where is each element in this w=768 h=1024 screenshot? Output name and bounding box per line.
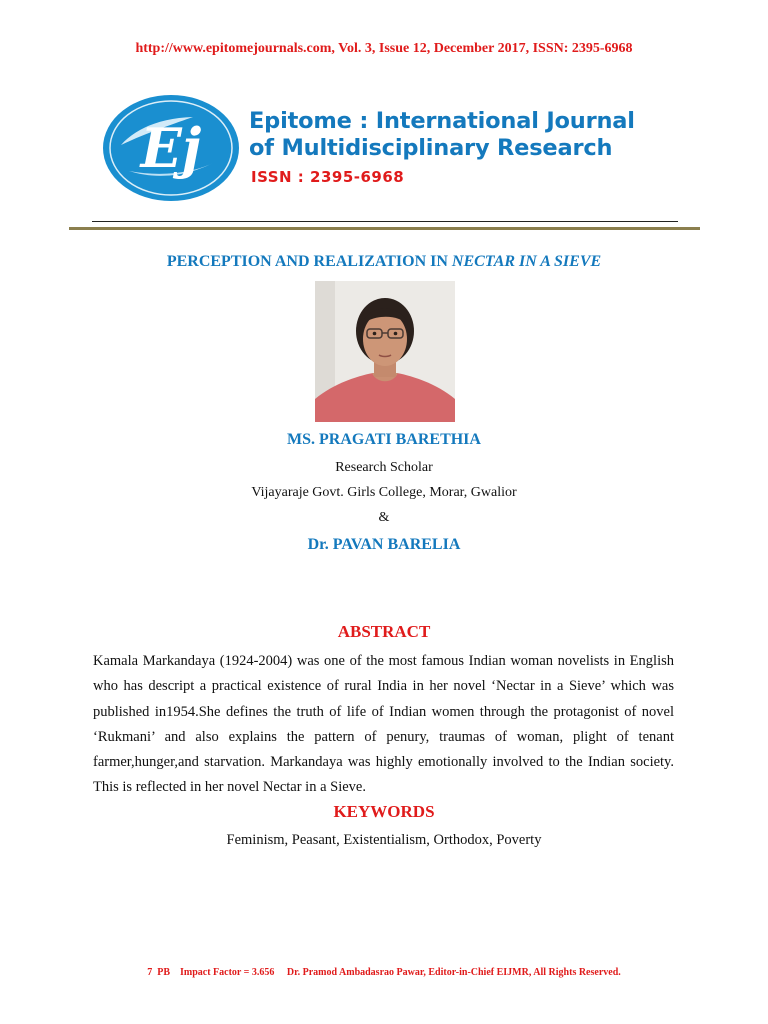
journal-name-line1: Epitome : International Journal bbox=[249, 108, 635, 134]
page-footer: 7 PB Impact Factor = 3.656 Dr. Pramod Ambadasrao Pawar, Editor-in-Chief EIJMR, All Rights Reserved. bbox=[147, 967, 621, 978]
abstract-heading: ABSTRACT bbox=[337, 622, 431, 641]
journal-logo bbox=[101, 93, 241, 203]
abstract-text: Kamala Markandaya (1924-2004) was one of the most famous Indian woman novelists in English who has descript a practical existence of rural India in her novel ‘Nectar in a Sieve’ which was published in1954.She defines the truth of life of Indian women through the protagonist of novel ‘Rukmani’ and also explains the pattern of penury, traumas of woman, plight of tenant farmer,hunger,and starvation. Markandaya was highly emotionally involved to the Indian society. This is reflected in her novel Nectar in a Sieve. bbox=[93, 653, 674, 796]
logo-letters: Ej bbox=[140, 116, 202, 180]
header-divider-thin bbox=[92, 221, 678, 222]
journal-masthead bbox=[101, 93, 701, 203]
keywords-text: Feminism, Peasant, Existentialism, Orthodox, Poverty bbox=[226, 832, 542, 848]
author-separator: & bbox=[378, 510, 390, 525]
journal-issn: ISSN : 2395-6968 bbox=[251, 168, 405, 186]
author1-name: MS. PRAGATI BARETHIA bbox=[287, 431, 481, 448]
paper-title-italic: NECTAR IN A SIEVE bbox=[451, 253, 602, 270]
author1-role: Research Scholar bbox=[335, 460, 433, 475]
author-photo bbox=[315, 281, 455, 422]
journal-name-line2: of Multidisciplinary Research bbox=[249, 135, 613, 161]
keywords-heading: KEYWORDS bbox=[333, 802, 435, 821]
author1-institution: Vijayaraje Govt. Girls College, Morar, Gwalior bbox=[251, 485, 517, 500]
journal-url-line: http://www.epitomejournals.com, Vol. 3, Issue 12, December 2017, ISSN: 2395-6968 bbox=[135, 41, 633, 56]
paper-title-prefix: PERCEPTION AND REALIZATION IN bbox=[166, 253, 452, 270]
journal-name bbox=[249, 108, 689, 162]
paper-title bbox=[0, 253, 768, 271]
author2-name: Dr. PAVAN BARELIA bbox=[307, 536, 461, 553]
header-divider-thick bbox=[69, 227, 700, 230]
